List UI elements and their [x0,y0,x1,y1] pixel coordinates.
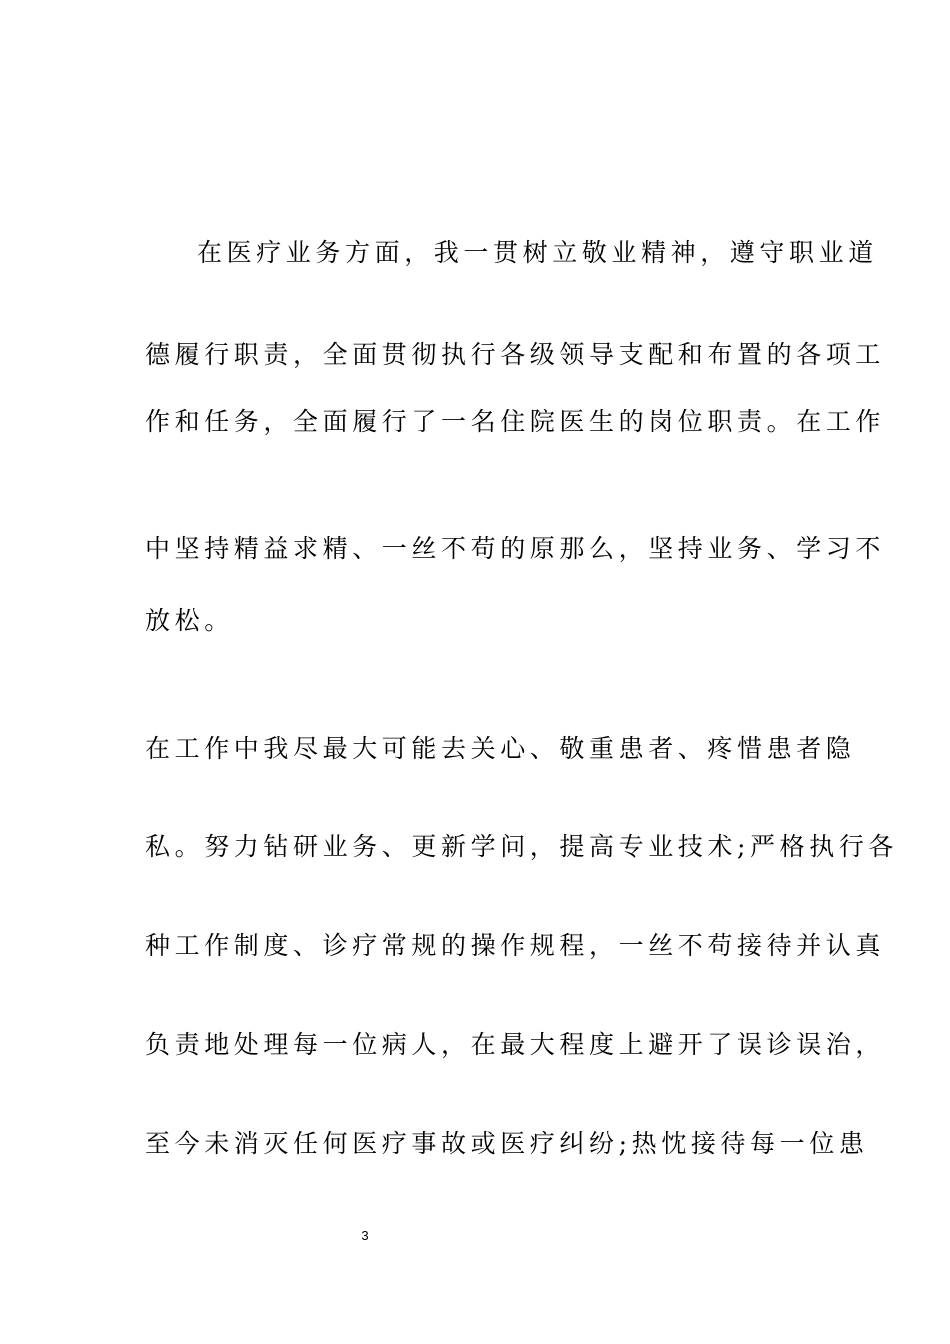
paragraph-1-line-1: 在医疗业务方面，我一贯树立敬业精神，遵守职业道 [197,238,878,267]
paragraph-1-line-3: 作和任务，全面履行了一名住院医生的岗位职责。在工作 [145,407,886,436]
paragraph-2-line-1: 在工作中我尽最大可能去关心、敬重患者、疼惜患者隐 [145,734,856,763]
paragraph-2-line-2: 私。努力钻研业务、更新学问，提高专业技术;严格执行各 [145,832,899,861]
paragraph-1-line-2: 德履行职责，全面贯彻执行各级领导支配和布置的各项工 [145,340,886,369]
paragraph-1-line-5: 放松。 [145,606,234,635]
paragraph-2-line-3: 种工作制度、诊疗常规的操作规程，一丝不苟接待并认真 [145,931,886,960]
paragraph-2-line-5: 至今未消灭任何医疗事故或医疗纠纷;热忱接待每一位患 [145,1129,869,1158]
page-number: 3 [361,1228,369,1243]
paragraph-1-line-4: 中坚持精益求精、一丝不苟的原那么，坚持业务、学习不 [145,534,886,563]
paragraph-2-line-4: 负责地处理每一位病人，在最大程度上避开了误诊误治， [145,1030,886,1059]
